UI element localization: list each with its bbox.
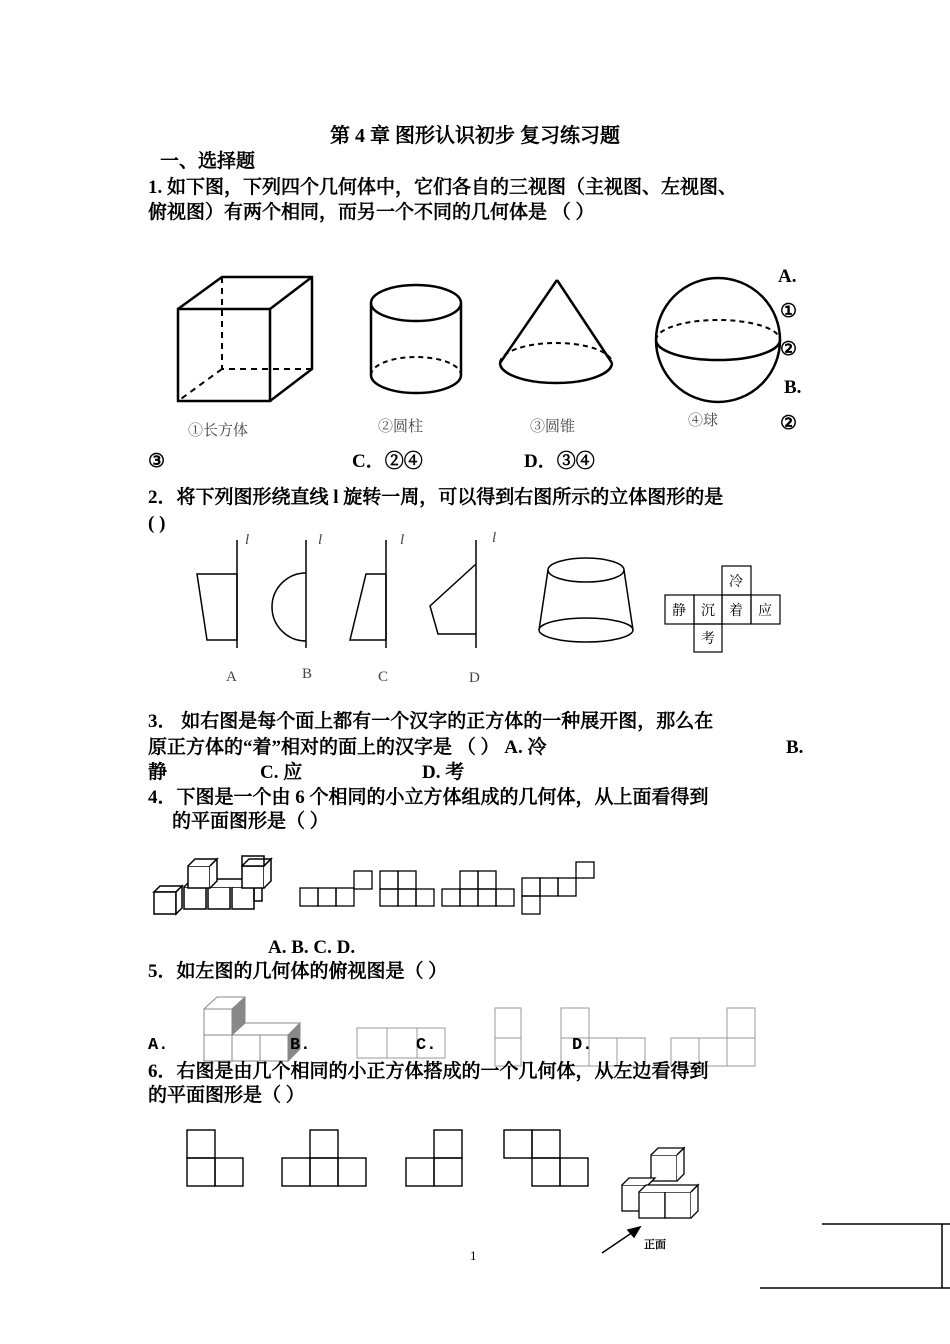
fig-label-cuboid: ①长方体: [188, 423, 249, 439]
q1-option-circle1: ①: [780, 301, 798, 322]
q3-option-c: C. 应: [260, 762, 303, 783]
net-cell-zhe: 着: [729, 604, 743, 619]
q4-option-figures: [298, 862, 598, 914]
q1-solids-figure: [160, 265, 800, 445]
axis-label-d: l: [492, 530, 497, 546]
q2-text-line1: 2．将下列图形绕直线 l 旋转一周，可以得到右图所示的立体图形的是: [148, 487, 724, 508]
fig-label-a: A: [226, 669, 237, 685]
page-number: 1: [470, 1248, 477, 1263]
q1-option-a: A.: [778, 266, 797, 287]
q4-text-line1: 4．下图是一个由 6 个相同的小立方体组成的几何体，从上面看得到: [148, 787, 709, 808]
fig-label-cone: ③圆锥: [530, 419, 576, 435]
net-cell-calm: 静: [672, 604, 686, 619]
fig-label-c: C: [378, 669, 389, 685]
q6-text-line2: 的平面图形是（ ）: [148, 1085, 305, 1106]
net-cell-cold: 冷: [729, 575, 743, 590]
q5-option-figures: [355, 1006, 755, 1066]
q6-text-line1: 6．右图是由几个相同的小正方体搭成的一个几何体，从左边看得到: [148, 1061, 709, 1082]
net-cell-kao: 考: [701, 632, 715, 647]
q3-option-b-label: B.: [786, 737, 804, 758]
q4-text-line2: 的平面图形是（ ）: [172, 811, 329, 832]
q5-option-d: D.: [572, 1036, 593, 1055]
q6-solid-figure: [596, 1145, 716, 1260]
q1-option-d: D．③④: [524, 451, 595, 472]
axis-label-c: l: [400, 532, 405, 548]
page-title: 第 4 章 图形认识初步 复习练习题: [330, 125, 620, 147]
q4-options: A. B. C. D.: [268, 937, 356, 958]
q1-option-circle3: ③: [148, 451, 166, 472]
fig-label-d: D: [469, 670, 480, 686]
q5-option-b: B.: [290, 1036, 311, 1055]
q4-solid-figure: [152, 850, 277, 918]
q2-text-line2: ( ): [148, 513, 166, 534]
q3-text-line2: 原正方体的“着”相对的面上的汉字是 （ ） A. 冷: [148, 737, 547, 758]
fig-label-sphere: ④球: [688, 413, 719, 429]
frustum-figure: [536, 555, 646, 650]
q1-text-line1: 1. 如下图，下列四个几何体中，它们各自的三视图（主视图、左视图、: [148, 177, 738, 198]
q3-option-d: D. 考: [422, 762, 465, 783]
cone-figure: [500, 280, 612, 383]
axis-label-a: l: [245, 532, 250, 548]
net-cell-ying: 应: [758, 604, 772, 619]
q1-option-b: B.: [784, 377, 802, 398]
q1-option-c: C．②④: [352, 451, 423, 472]
page-edge-lines: [760, 1218, 950, 1298]
front-label: 正面: [644, 1239, 666, 1251]
q5-text-line1: 5．如左图的几何体的俯视图是（ ）: [148, 961, 448, 982]
cuboid-figure: [178, 277, 312, 401]
q3-text-line1: 3． 如右图是每个面上都有一个汉字的正方体的一种展开图，那么在: [148, 711, 714, 732]
sphere-figure: [656, 278, 780, 402]
q1-text-line2: 俯视图）有两个相同，而另一个不同的几何体是 （ ）: [148, 202, 595, 223]
q5-option-c: C.: [416, 1036, 437, 1055]
section-heading: 一、选择题: [160, 151, 256, 172]
q6-option-figures: [184, 1128, 594, 1190]
q1-option-circle2b: ②: [780, 413, 798, 434]
net-cell-steady: 沉: [701, 604, 715, 619]
fig-label-b: B: [302, 666, 313, 682]
cube-net-figure: [665, 565, 781, 653]
q5-option-a: A.: [148, 1036, 169, 1055]
axis-label-b: l: [318, 532, 323, 548]
q3-option-b-value: 静: [148, 762, 168, 783]
cylinder-figure: [371, 285, 461, 393]
q1-option-circle2: ②: [780, 339, 798, 360]
fig-label-cylinder: ②圆柱: [378, 419, 424, 435]
